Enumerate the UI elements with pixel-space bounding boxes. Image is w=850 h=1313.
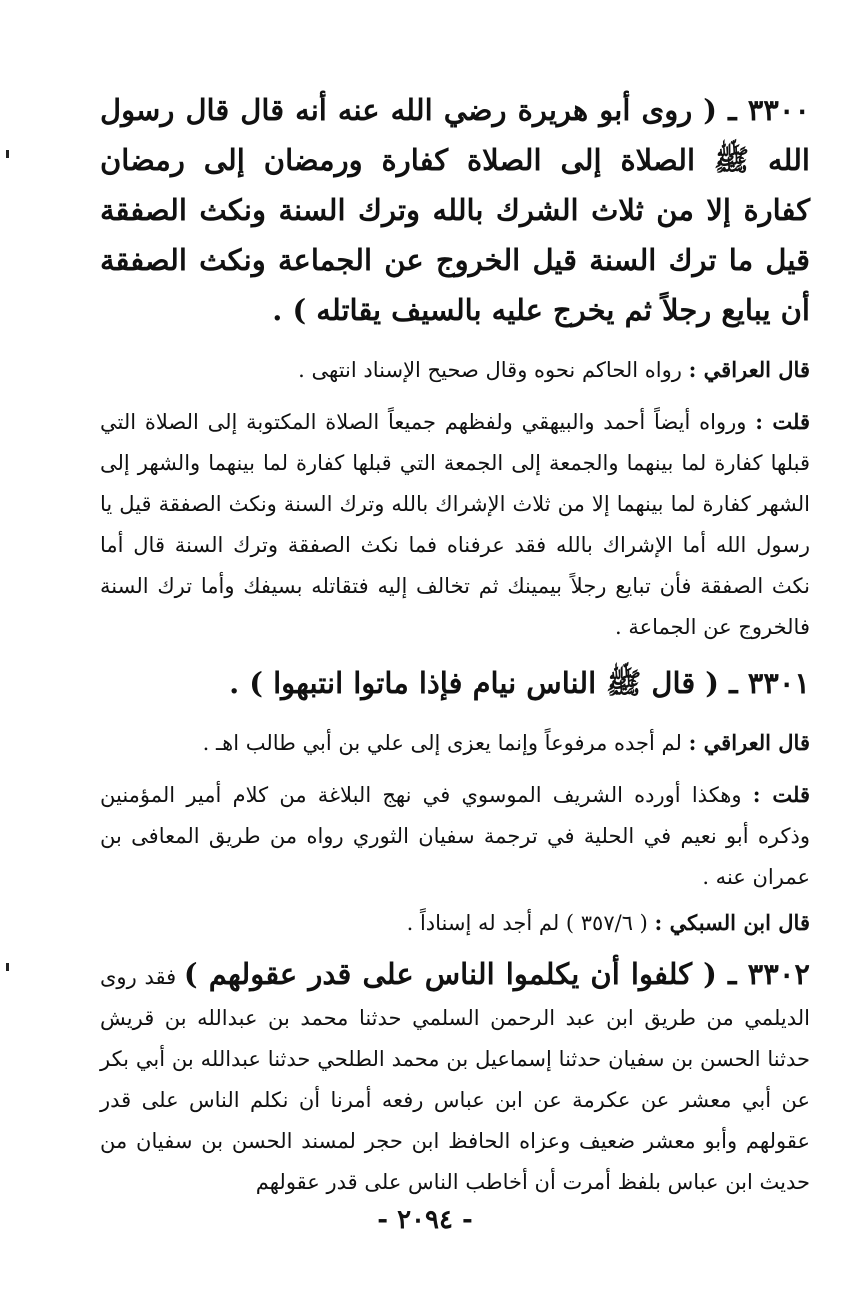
note-label: قال العراقي : (688, 357, 810, 382)
hadith-3300: ٣٣٠٠ ـ ( روى أبو هريرة رضي الله عنه أنه قال قال رسول الله ﷺ الصلاة إلى الصلاة كفارة ورمضان إلى رمضان كفارة إلا من ثلاث الشرك بالله وترك السنة ونكث الصفقة قيل ما ترك السنة قيل الخروج عن الجماعة ونكث الصفقة أن يبايع رجلاً ثم يخرج عليه بالسيف يقاتله ) . (100, 93, 810, 327)
note-label: قال ابن السبكي : (654, 910, 810, 935)
page-number: - ٢٠٩٤ - (377, 1205, 473, 1235)
note-text: ورواه أيضاً أحمد والبيهقي ولفظهم جميعاً الصلاة المكتوبة إلى الصلاة التي قبلها كفارة لما بينهما والجمعة إلى الجمعة التي قبلها كفارة لما بينهما والشهر إلى الشهر كفارة لما بينهما إلا من ثلاث الإشراك بالله وترك السنة ونكث الصفقة قيل يا رسول الله أما الإشراك بالله فقد عرفناه فما نكث الصفقة وترك السنة قال أما نكث الصفقة فأن تبايع رجلاً بيمينك ثم تخالف إليه فتقاتله بسيفك وأما ترك السنة فالخروج عن الجماعة . (100, 410, 810, 639)
note-label: قال العراقي : (688, 730, 810, 755)
margin-mark (6, 963, 9, 971)
entry-3302-text: فقد روى الديلمي من طريق ابن عبد الرحمن السلمي حدثنا محمد بن عبدالله بن قريش حدثنا الحسن بن سفيان حدثنا إسماعيل بن محمد الطلحي حدثنا عبدالله بن أبي بكر عن أبي معشر عن عكرمة عن ابن عباس رفعه أمرنا أن نكلم الناس على قدر عقولهم وأبو معشر ضعيف وعزاه الحافظ ابن حجر لمسند الحسن بن سفيان من حديث ابن عباس بلفظ أمرت أن أخاطب الناس على قدر عقولهم (100, 965, 810, 1194)
note-text: لم أجده مرفوعاً وإنما يعزى إلى علي بن أبي طالب اهـ . (202, 731, 682, 755)
note-text: وهكذا أورده الشريف الموسوي في نهج البلاغة من كلام أمير المؤمنين وذكره أبو نعيم في الحلية في ترجمة سفيان الثوري رواه من طريق المعافى بن عمران عنه . (100, 783, 810, 889)
page-body (100, 85, 810, 1213)
note-iraqi-3301 (100, 722, 810, 764)
note-qultu-3300 (100, 401, 810, 648)
note-qultu-3301 (100, 774, 810, 898)
note-text: ( ٣٥٧/٦ ) لم أجد له إسناداً . (406, 911, 648, 935)
note-iraqi-3300 (100, 349, 810, 391)
hadith-3302: ٣٣٠٢ ـ ( كلفوا أن يكلموا الناس على قدر عقولهم ) (183, 957, 810, 991)
note-label: قلت : (755, 409, 810, 434)
margin-mark (6, 150, 9, 158)
note-text: رواه الحاكم نحوه وقال صحيح الإسناد انتهى . (298, 358, 682, 382)
hadith-3301: ٣٣٠١ ـ ( قال ﷺ الناس نيام فإذا ماتوا انتبهوا ) . (229, 666, 810, 700)
note-label: قلت : (752, 782, 810, 807)
entry-3302 (100, 954, 810, 1203)
note-subki-3301 (100, 902, 810, 944)
